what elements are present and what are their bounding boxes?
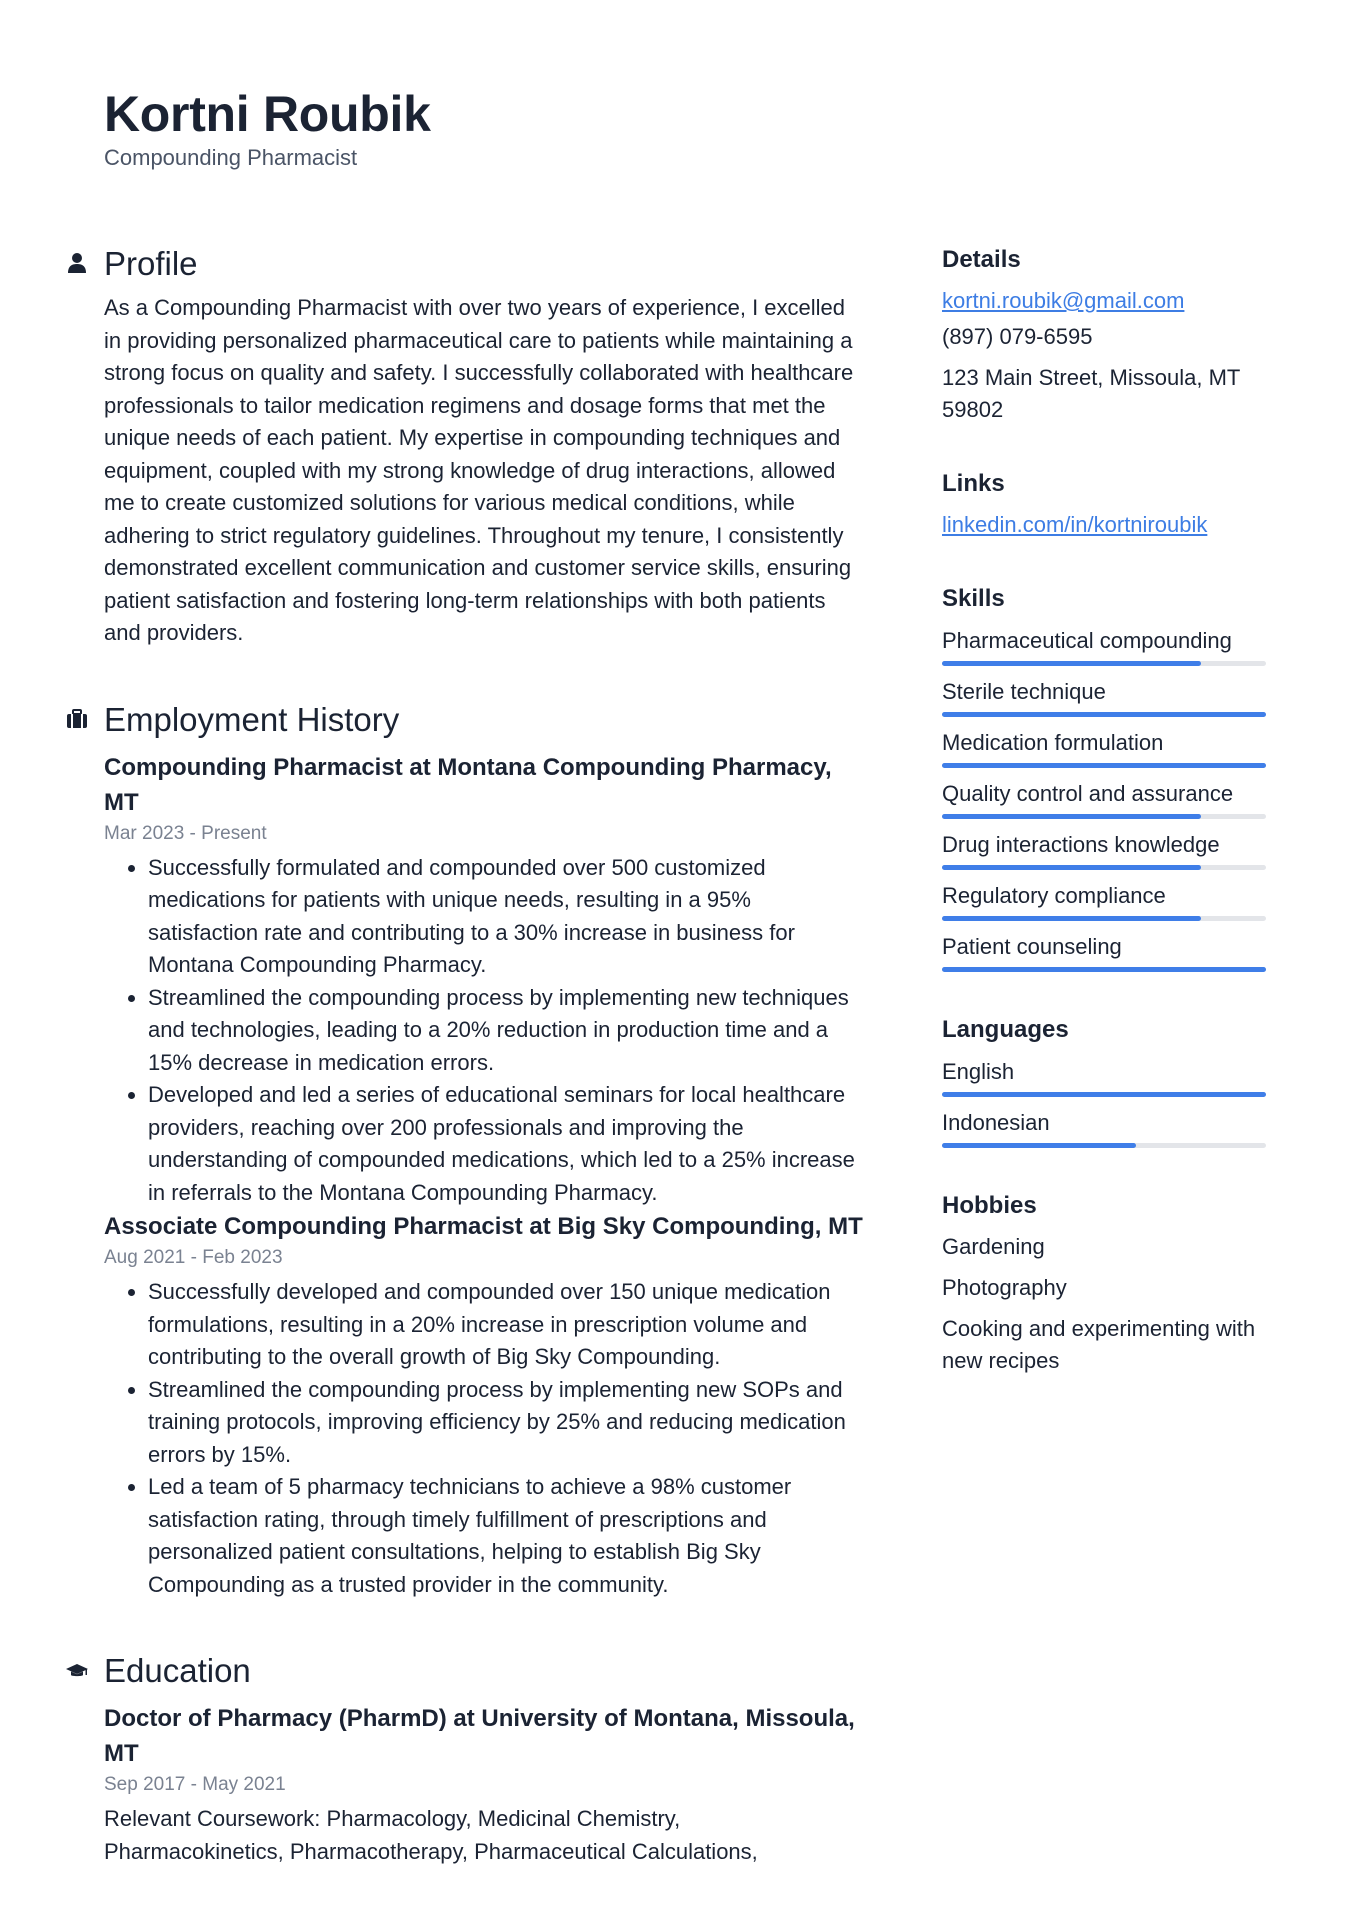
skill-item (942, 676, 1282, 717)
education-heading: Education (104, 1652, 251, 1689)
hobbies-block (942, 1190, 1282, 1377)
skill-level-track (942, 712, 1266, 717)
education-entry (104, 1701, 864, 1868)
hobby-item: Gardening (942, 1234, 1045, 1259)
links-heading: Links (942, 470, 1005, 497)
skill-level-fill (942, 763, 1266, 768)
education-section (104, 1651, 864, 1868)
language-label: English (942, 1059, 1015, 1084)
skill-item (942, 778, 1282, 819)
language-item (942, 1107, 1282, 1148)
employment-heading: Employment History (104, 700, 400, 738)
skill-level-fill (942, 712, 1266, 717)
skill-level-fill (942, 916, 1201, 921)
language-level-track (942, 1092, 1266, 1097)
profile-heading: Profile (104, 245, 198, 282)
address: 123 Main Street, Missoula, MT 59802 (942, 365, 1240, 422)
hobby-item: Photography (942, 1275, 1067, 1300)
education-dates: Sep 2017 - May 2021 (104, 1774, 286, 1795)
skills-list (942, 625, 1282, 972)
main-column (104, 244, 864, 1868)
language-level-fill (942, 1092, 1266, 1097)
skill-level-track (942, 814, 1266, 819)
details-block (942, 244, 1282, 426)
languages-list (942, 1056, 1282, 1148)
hobby-item: Cooking and experimenting with new recipes (942, 1316, 1256, 1373)
links-block (942, 468, 1282, 541)
job-bullet: • Successfully formulated and compounded over 500 customized medications for patients with unique needs, resulting in a 95% satisfaction rate and contributing to a 30% increase in business for Montana Compounding Pharmacy. (148, 852, 864, 982)
skill-level-fill (942, 661, 1201, 666)
job-bullet: • Streamlined the compounding process by implementing new SOPs and training protocols, improving efficiency by 25% and reducing medication errors by 15%. (148, 1374, 864, 1472)
job-dates: Mar 2023 - Present (104, 822, 267, 844)
degree-title: Doctor of Pharmacy (PharmD) at University of Montana, Missoula, MT (104, 1705, 855, 1767)
graduation-cap-icon (66, 1659, 88, 1681)
skill-level-fill (942, 865, 1201, 870)
education-coursework: Relevant Coursework: Pharmacology, Medicinal Chemistry, Pharmacokinetics, Pharmacotherapy, Pharmaceutical Calculations, (104, 1806, 758, 1864)
job-bullet: • Developed and led a series of educational seminars for local healthcare providers, reaching over 200 professionals and improving the understanding of compounded medications, which led to a 25% increase in referrals to the Montana Compounding Pharmacy. (148, 1079, 864, 1209)
profile-summary: As a Compounding Pharmacist with over two years of experience, I excelled in providing personalized pharmaceutical care to patients while maintaining a strong focus on quality and safety. I successfully collaborated with healthcare professionals to tailor medication regimens and dosage forms that met the unique needs of each patient. My expertise in compounding techniques and equipment, coupled with my strong knowledge of drug interactions, allowed me to create customized solutions for various medical conditions, while adhering to strict regulatory guidelines. Throughout my tenure, I consistently demonstrated excellent communication and customer service skills, ensuring patient satisfaction and fostering long-term relationships with both patients and providers. (104, 295, 854, 645)
skills-heading: Skills (942, 585, 1005, 612)
languages-block (942, 1014, 1282, 1148)
email-link[interactable]: kortni.roubik@gmail.com (942, 288, 1185, 313)
job-title: Compounding Pharmacist at Montana Compounding Pharmacy, MT (104, 753, 832, 816)
job-entry (104, 750, 864, 1210)
job-bullets (104, 852, 864, 1210)
language-level-fill (942, 1143, 1136, 1148)
skill-label: Drug interactions knowledge (942, 832, 1220, 857)
profile-section (104, 244, 864, 650)
skill-label: Regulatory compliance (942, 883, 1166, 908)
job-dates: Aug 2021 - Feb 2023 (104, 1247, 283, 1268)
skill-label: Pharmaceutical compounding (942, 628, 1232, 653)
language-item (942, 1056, 1282, 1097)
job-entry (104, 1209, 864, 1601)
skill-label: Patient counseling (942, 934, 1122, 959)
job-bullet: • Successfully developed and compounded over 150 unique medication formulations, resulting in a 20% increase in prescription volume and contributing to the overall growth of Big Sky Compounding. (148, 1276, 864, 1374)
skill-item (942, 625, 1282, 666)
phone-number: (897) 079-6595 (942, 324, 1093, 349)
employment-section (104, 700, 864, 1602)
skill-level-track (942, 967, 1266, 972)
skill-level-track (942, 661, 1266, 666)
skill-item (942, 931, 1282, 972)
candidate-name: Kortni Roubik (104, 86, 431, 142)
person-icon (66, 252, 88, 274)
hobbies-heading: Hobbies (942, 1192, 1037, 1219)
skill-level-track (942, 916, 1266, 921)
language-level-track (942, 1143, 1266, 1148)
skill-level-track (942, 763, 1266, 768)
job-bullet: • Led a team of 5 pharmacy technicians to achieve a 98% customer satisfaction rating, through timely fulfillment of prescriptions and personalized patient consultations, helping to establish Big Sky Compounding as a trusted provider in the community. (148, 1471, 864, 1601)
skill-label: Quality control and assurance (942, 781, 1234, 806)
skill-item (942, 880, 1282, 921)
skill-item (942, 829, 1282, 870)
language-label: Indonesian (942, 1110, 1050, 1135)
skill-label: Sterile technique (942, 679, 1106, 704)
skill-item (942, 727, 1282, 768)
job-title: Associate Compounding Pharmacist at Big Sky Compounding, MT (104, 1213, 863, 1240)
briefcase-icon (66, 708, 88, 730)
skill-label: Medication formulation (942, 730, 1164, 755)
skill-level-fill (942, 967, 1266, 972)
skills-block (942, 583, 1282, 972)
details-heading: Details (942, 246, 1021, 273)
candidate-title: Compounding Pharmacist (104, 145, 358, 170)
languages-heading: Languages (942, 1016, 1069, 1043)
job-bullet: • Streamlined the compounding process by implementing new techniques and technologies, leading to a 20% reduction in production time and a 15% decrease in medication errors. (148, 982, 864, 1080)
skill-level-track (942, 865, 1266, 870)
sidebar (942, 244, 1282, 1419)
skill-level-fill (942, 814, 1201, 819)
linkedin-link[interactable]: linkedin.com/in/kortniroubik (942, 512, 1208, 537)
job-bullets (104, 1276, 864, 1601)
